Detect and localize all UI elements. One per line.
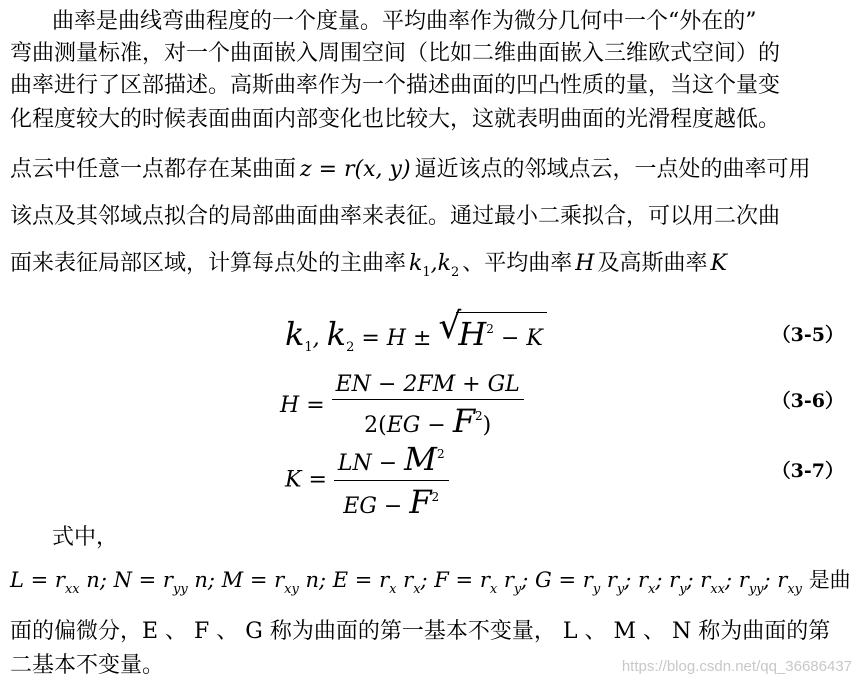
para2-line3-text-b: 、平均曲率 [462,251,573,276]
surface-equation: z = r(x, y) [300,157,411,182]
equation-3-6: H = $\frac{EN - 2FM + GL}{2(EG - F^2)}$ [280,372,524,440]
mean-curvature-symbol: H [575,251,595,276]
para2-line1 [10,156,855,184]
definitions-line: $L = r_{xx}$ n; $N = r_{yy}$ n; $M = r_{xy}$ n; $E = r_x$ $r_x$; $F = r_x$ $r_y$; $G = r_y$ $r_y$; $r_x$; $r_y$; $r_{xx}$; $r_{yy}$; $r_{xy}$ 是曲 [10,568,851,597]
watermark-url: https://blog.csdn.net/qq_36686437 [621,658,852,675]
para2-line3-text-c: 及高斯曲率 [597,251,708,276]
equation-number-3-5: （3-5） [771,324,844,346]
definitions-tail: 是曲 [808,568,851,592]
equation-number-3-7: （3-7） [771,460,844,482]
para3-line1: 面的偏微分，E 、 F 、 G 称为曲面的第一基本不变量， L 、 M 、 N 称为曲面的第 [10,619,831,644]
gaussian-curvature-symbol: K [710,251,727,276]
para1-line4: 化程度较大的时候表面曲面内部变化也比较大，这就表明曲面的光滑程度越低。 [10,107,781,132]
para1-line2: 弯曲测量标准，对一个曲面嵌入周围空间（比如二维曲面嵌入三维欧式空间）的 [10,41,781,66]
equation-3-7: K = $\frac{LN - M^2}{EG - F^2}$ [285,440,449,521]
para3-line2: 二基本不变量。 [10,653,165,678]
para1-line1: 曲率是曲线弯曲程度的一个度量。平均曲率作为微分几何中一个“外在的” [52,9,757,34]
para1-line3: 曲率进行了区部描述。高斯曲率作为一个描述曲面的凹凸性质的量，当这个量变 [10,73,781,98]
principal-curvature-symbols: $k_1,k_2$ [409,251,460,280]
para2-line2: 该点及其邻域点拟合的局部曲面曲率来表征。通过最小二乘拟合，可以用二次曲 [10,204,781,229]
equation-3-5: $k_1$, $k_2 = H$ ± √ $H^2 - K$ [285,312,547,355]
para2-line1-text-b: 逼近该点的邻域点云，一点处的曲率可用 [414,157,811,182]
where-label: 式中， [52,525,119,550]
para2-line1-text-a: 点云中任意一点都存在某曲面 [10,157,297,182]
para2-line3-text-a: 面来表征局部区域，计算每点处的主曲率 [10,251,407,276]
equation-number-3-6: （3-6） [771,390,844,412]
para2-line3 [10,250,855,287]
